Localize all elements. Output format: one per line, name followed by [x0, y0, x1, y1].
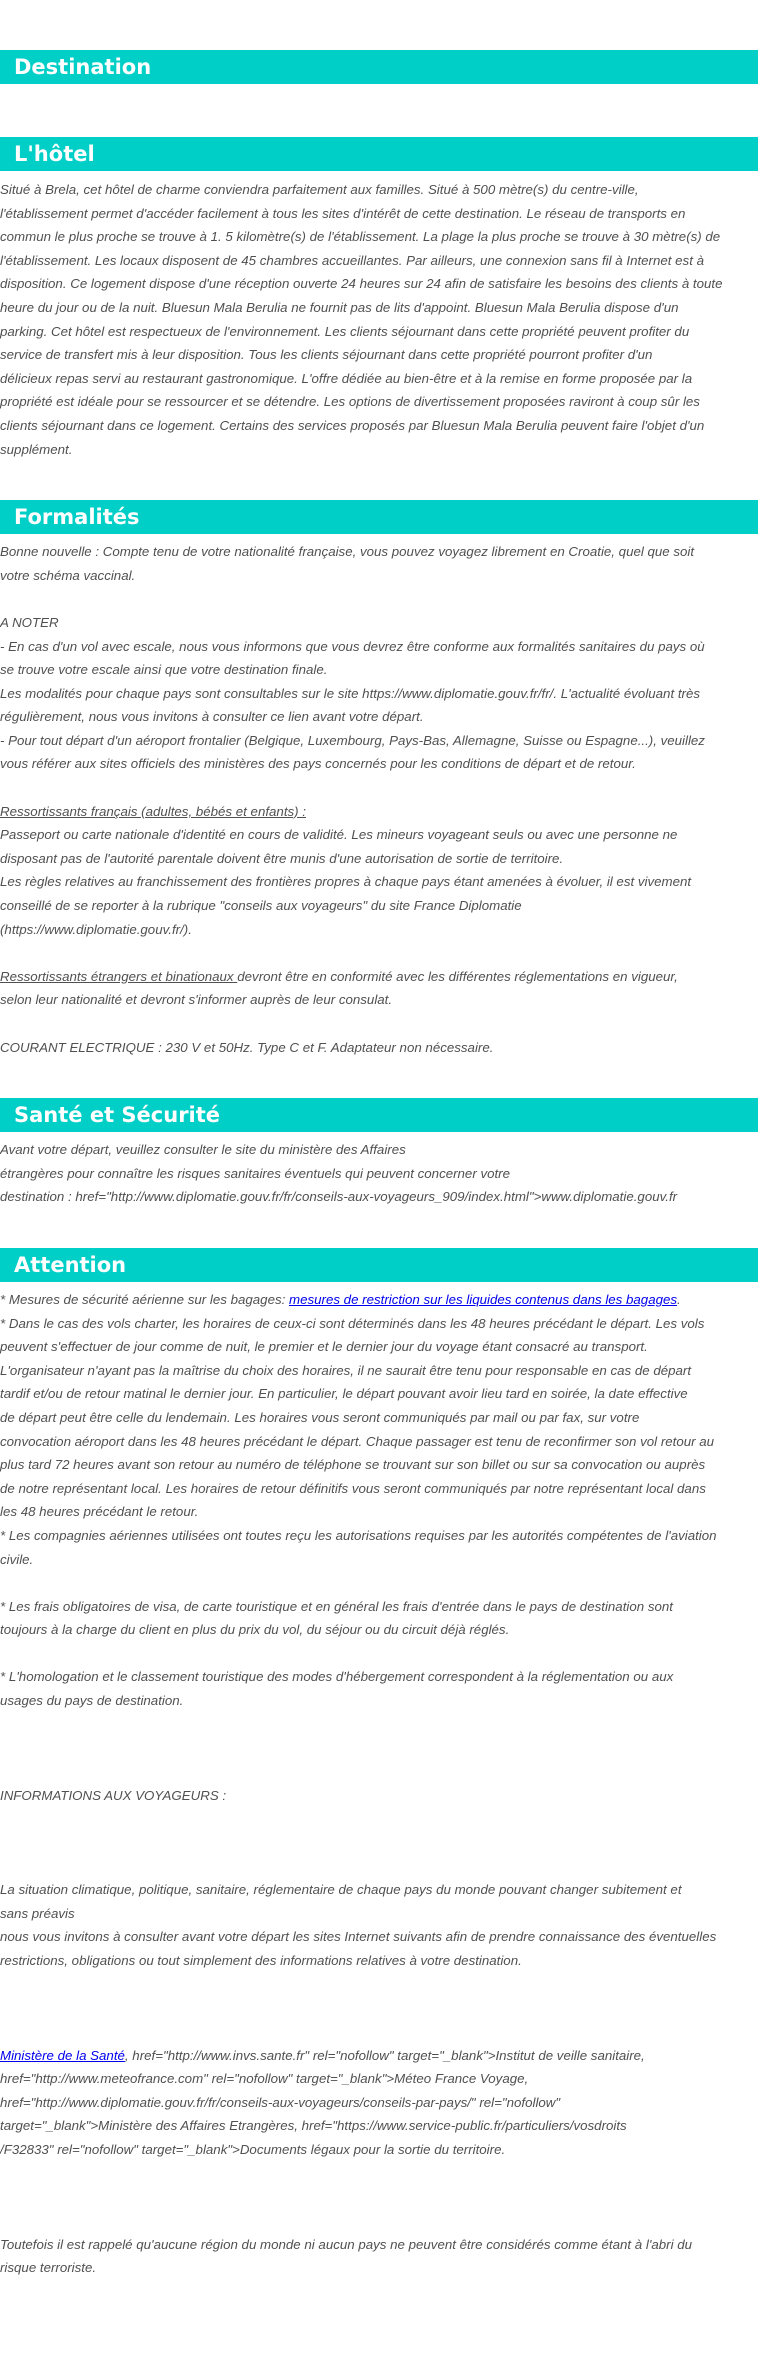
frais-obligatoires-text: * Les frais obligatoires de visa, de carte touristique et en général les frais d'entrée dans le pays de destination sont toujours à la charge du client en plus du prix du vol, du séjour ou du circuit déjà réglés.	[0, 1598, 673, 1638]
sites-internet-text	[0, 2044, 758, 2162]
section-title-hotel: L'hôtel	[0, 137, 758, 171]
section-title-sante: Santé et Sécurité	[0, 1098, 758, 1132]
situation-text: La situation climatique, politique, sanitaire, réglementaire de chaque pays du monde pouvant changer subitement et sans préavis nous vous invitons à consulter avant votre départ les sites Internet suivants afin de prendre connaissance des éventuelles restrictions, obligations ou tout simplement des informations relatives à votre destination.	[0, 1882, 717, 1969]
ressortissants-etrangers-heading: Ressortissants étrangers et binationaux	[0, 968, 238, 984]
mesures-prefix: * Mesures de sécurité aérienne sur les bagages:	[0, 1291, 289, 1307]
homologation-text: * L'homologation et le classement touristique des modes d'hébergement correspondent à la réglementation ou aux usages du pays de destination.	[0, 1669, 674, 1709]
risque-terroriste-text: Toutefois il est rappelé qu'aucune région du monde ni aucun pays ne peuvent être considérés comme étant à l'abri du risque terroriste.	[0, 2236, 693, 2276]
ministere-sante-link[interactable]: Ministère de la Santé	[0, 2047, 125, 2063]
ressortissants-etrangers-text-2: selon leur nationalité et devront s'informer auprès de leur consulat.	[0, 992, 393, 1008]
formalites-intro: Bonne nouvelle : Compte tenu de votre nationalité française, vous pouvez voyagez librement en Croatie, quel que soit votre schéma vaccinal.	[0, 544, 695, 583]
mesures-restriction-link[interactable]: mesures de restriction sur les liquides contenus dans les bagages	[289, 1291, 678, 1307]
vols-charter-text: * Dans le cas des vols charter, les horaires de ceux-ci sont déterminés dans les 48 heures précédant le départ. Les vols peuvent s'effectuer de jour comme de nuit, le premier et le dernier jour du voyage étant consacré au transport. L'organisateur n'ayant pas la maîtrise du choix des horaires, il ne saurait être tenu pour responsable en cas de départ tardif et/ou de retour matinal le dernier jour. En particulier, le départ pouvant avoir lieu tard en soirée, la date effective de départ peut être celle du lendemain. Les horaires vous seront communiqués par mail ou par fax, sur votre convocation aéroport dans les 48 heures précédant le départ. Chaque passager est tenu de reconfirmer son vol retour au plus tard 72 heures avant son retour au numéro de téléphone se trouvant sur son billet ou sur sa convocation ou auprès de notre représentant local. Les horaires de retour définitifs vous seront communiqués par notre représentant local dans les 48 heures précédant le retour. * Les compagnies aériennes utilisées ont toutes reçu les autorisations requises par les autorités compétentes de l'aviation civile.	[0, 1315, 717, 1567]
ressortissants-etrangers-text-1: devront être en conformité avec les différentes réglementations en vigueur,	[237, 968, 678, 984]
section-title-formalites: Formalités	[0, 500, 758, 534]
formalites-a-noter: A NOTER - En cas d'un vol avec escale, nous vous informons que vous devrez être conforme aux formalités sanitaires du pays où se trouve votre escale ainsi que votre destination finale. Les modalités pour chaque pays sont consultables sur le site https://www.diplomatie.gouv.fr/fr/. L'actualité évoluant très régulièrement, nous vous invitons à consulter ce lien avant votre départ. - Pour tout départ d'un aéroport frontalier (Belgique, Luxembourg, Pays-Bas, Allemagne, Suisse ou Espagne...), veuillez vous référer aux sites officiels des ministères des pays concernés pour les conditions de départ et de retour.	[0, 614, 705, 772]
sante-destination-link-text: destination : href="http://www.diplomatie.gouv.fr/fr/conseils-aux-voyageurs_909/index.html">www.diplomatie.gouv.fr	[0, 1189, 678, 1205]
informations-voyageurs-title: INFORMATIONS AUX VOYAGEURS :	[0, 1787, 227, 1803]
mesures-suffix: .	[677, 1291, 681, 1307]
ressortissants-francais-heading: Ressortissants français (adultes, bébés et enfants) :	[0, 803, 306, 819]
ressortissants-etrangers-block	[0, 965, 758, 1012]
ressortissants-francais-text: Passeport ou carte nationale d'identité en cours de validité. Les mineurs voyageant seuls ou avec une personne ne disposant pas de l'autorité parentale doivent être munis d'une autorisation de sortie de territoire. Les règles relatives au franchissement des frontières propres à chaque pays étant amenées à évoluer, il est vivement conseillé de se reporter à la rubrique "conseils aux voyageurs" du site France Diplomatie (https://www.diplomatie.gouv.fr/).	[0, 827, 692, 937]
section-title-attention: Attention	[0, 1248, 758, 1282]
sites-internet-rest: , href="http://www.invs.sante.fr" rel="nofollow" target="_blank">Institut de veille sanitaire, href="http://www.meteofrance.com" rel="nofollow" target="_blank">Méteo France Voyage, href="http://www.diplomatie.gouv.fr/fr/conseils-aux-voyageurs/conseils-par-pays/" rel="nofollow" target="_blank">Ministère des Affaires Etrangères, href="https://www.service-public.fr/particuliers/vosdroits /F32833" rel="nofollow" target="_blank">Documents légaux pour la sortie du territoire.	[0, 2047, 645, 2157]
hotel-description: Situé à Brela, cet hôtel de charme conviendra parfaitement aux familles. Situé à 500 mètre(s) du centre-ville, l'établissement permet d'accéder facilement à tous les sites d'intérêt de cette destination. Le réseau de transports en commun le plus proche se trouve à 1. 5 kilomètre(s) de l'établissement. La plage la plus proche se trouve à 30 mètre(s) de l'établissement. Les locaux disposent de 45 chambres accueillantes. Par ailleurs, une connexion sans fil à Internet est à disposition. Ce logement dispose d'une réception ouverte 24 heures sur 24 afin de satisfaire les besoins des clients à toute heure du jour ou de la nuit. Bluesun Mala Berulia ne fournit pas de lits d'appoint. Bluesun Mala Berulia dispose d'un parking. Cet hôtel est respectueux de l'environnement. Les clients séjournant dans cette propriété peuvent profiter du service de transfert mis à leur disposition. Tous les clients séjournant dans cette propriété pourront profiter d'un délicieux repas servi au restaurant gastronomique. L'offre dédiée au bien-être et à la remise en forme proposée par la propriété est idéale pour se ressourcer et se détendre. Les options de divertissement proposées raviront à coup sûr les clients séjournant dans ce logement. Certains des services proposés par Bluesun Mala Berulia peuvent faire l'objet d'un supplément.	[0, 182, 723, 457]
section-title-destination: Destination	[0, 50, 758, 84]
sante-text: Avant votre départ, veuillez consulter le site du ministère des Affaires étrangères pour connaître les risques sanitaires éventuels qui peuvent concerner votre	[0, 1142, 511, 1181]
ressortissants-francais-block	[0, 800, 758, 942]
mesures-securite	[0, 1288, 758, 1312]
courant-electrique: COURANT ELECTRIQUE : 230 V et 50Hz. Type C et F. Adaptateur non nécessaire.	[0, 1039, 494, 1055]
